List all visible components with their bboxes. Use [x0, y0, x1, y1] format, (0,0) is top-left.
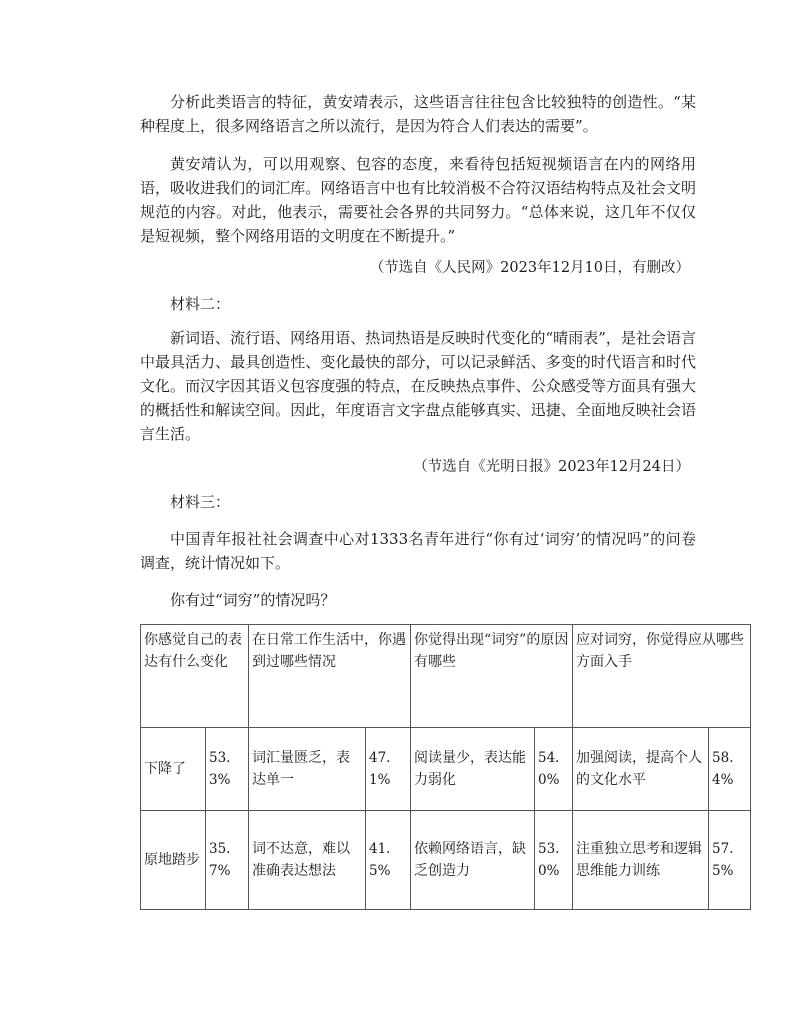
table-header-cell: 应对词穷，你觉得应从哪些方面入手	[573, 625, 751, 728]
table-cell: 下降了	[141, 728, 206, 811]
table-cell: 注重独立思考和逻辑思维能力训练	[573, 811, 709, 910]
table-cell: 词不达意，难以准确表达想法	[249, 811, 366, 910]
paragraph-4: 中国青年报社社会调查中心对1333名青年进行“你有过‘词穷’的情况吗”的问卷调查，统计情况如下。	[140, 530, 696, 572]
table-header-cell: 你感觉自己的表达有什么变化	[141, 625, 249, 728]
table-cell: 原地踏步	[141, 811, 206, 910]
table-row	[141, 811, 751, 910]
material-three-label: 材料三：	[170, 493, 231, 511]
table-cell-percent: 54.0%	[535, 728, 573, 811]
source-citation-1: （节选自《人民网》2023年12月10日，有删改）	[369, 260, 690, 276]
source-citation-2: （节选自《光明日报》2023年12月24日）	[413, 459, 690, 475]
table-cell-percent: 58.4%	[709, 728, 751, 811]
table-row	[141, 728, 751, 811]
table-cell-percent: 41.5%	[366, 811, 411, 910]
table-cell: 加强阅读，提高个人的文化水平	[573, 728, 709, 811]
survey-table	[140, 624, 751, 910]
table-header-cell: 你觉得出现“词穷”的原因有哪些	[411, 625, 573, 728]
material-two-label: 材料二：	[170, 295, 231, 313]
table-cell: 词汇量匮乏，表达单一	[249, 728, 366, 811]
table-cell-percent: 57.5%	[709, 811, 751, 910]
paragraph-2: 黄安靖认为，可以用观察、包容的态度，来看待包括短视频语言在内的网络用语，吸收进我们的词汇库。网络语言中也有比较消极不合符汉语结构特点及社会文明规范的内容。对此，他表示，需要社会各界的共同努力。“总体来说，这几年不仅仅是短视频，整个网络用语的文明度在不断提升。”	[140, 155, 696, 245]
table-cell-percent: 35.7%	[206, 811, 249, 910]
table-cell: 依赖网络语言，缺乏创造力	[411, 811, 535, 910]
survey-title: 你有过“词穷”的情况吗？	[170, 591, 336, 609]
table-cell: 阅读量少，表达能力弱化	[411, 728, 535, 811]
table-cell-percent: 47.1%	[366, 728, 411, 811]
paragraph-1: 分析此类语言的特征，黄安靖表示，这些语言往往包含比较独特的创造性。“某种程度上，很多网络语言之所以流行，是因为符合人们表达的需要”。	[140, 93, 696, 135]
table-header-row	[141, 625, 751, 728]
paragraph-3: 新词语、流行语、网络用语、热词热语是反映时代变化的“晴雨表”，是社会语言中最具活力、最具创造性、变化最快的部分，可以记录鲜活、多变的时代语言和时代文化。而汉字因其语义包容度强的特点，在反映热点事件、公众感受等方面具有强大的概括性和解读空间。因此，年度语言文字盘点能够真实、迅捷、全面地反映社会语言生活。	[140, 329, 696, 443]
table-header-cell: 在日常工作生活中，你遇到过哪些情况	[249, 625, 411, 728]
table-cell-percent: 53.3%	[206, 728, 249, 811]
table-cell-percent: 53.0%	[535, 811, 573, 910]
